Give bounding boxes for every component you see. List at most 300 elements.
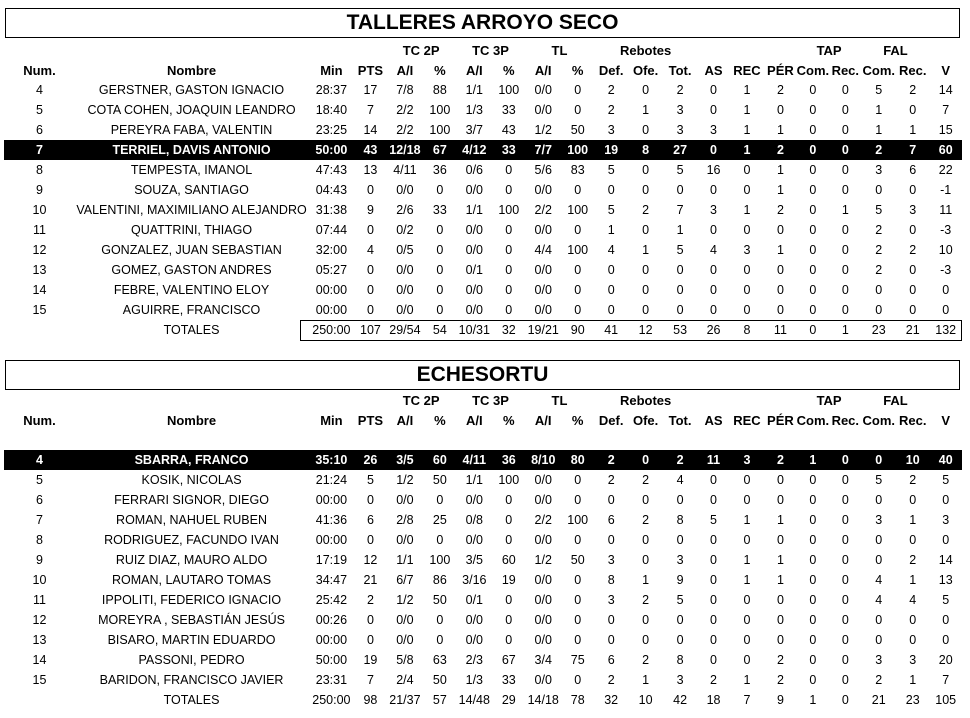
cell-reb-ofe: 0 [642, 263, 650, 277]
total-as: 18 [706, 693, 721, 707]
table-row [4, 180, 962, 200]
cell-per: 0 [776, 473, 784, 487]
cell-tl-ai: 0/0 [534, 283, 552, 297]
cell-tc3p-ai: 3/7 [465, 123, 484, 137]
cell-tap-rec: 0 [841, 533, 849, 547]
cell-tc3p-pct: 0 [505, 633, 513, 647]
column-header-nombre: Nombre [166, 62, 217, 78]
cell-reb-tot: 3 [676, 103, 684, 117]
cell-pts: 43 [355, 140, 386, 160]
cell-rec: 1 [743, 123, 751, 137]
cell-tc3p-pct: 100 [498, 203, 520, 217]
cell-tap-com: 0 [809, 613, 817, 627]
cell-num: 5 [36, 473, 43, 487]
cell-pts: 5 [366, 473, 374, 487]
cell-min: 50:00 [308, 140, 355, 160]
cell-tap-rec: 0 [841, 553, 849, 567]
column-header-min: Min [320, 62, 343, 78]
cell-tap-rec: 0 [841, 83, 849, 97]
cell-pts: 7 [366, 103, 374, 117]
column-header-tc2p-pct: % [434, 412, 446, 428]
cell-fal-rec: 0 [909, 183, 917, 197]
total-pts: 98 [363, 693, 378, 707]
cell-as: 0 [710, 263, 717, 277]
total-tc3p-pct: 32 [501, 323, 516, 337]
total-tc3p-ai: 10/31 [458, 323, 490, 337]
cell-v: 0 [942, 493, 950, 507]
cell-rec: 0 [743, 473, 751, 487]
cell-tc2p-ai: 0/0 [396, 303, 414, 317]
cell-per: 1 [776, 573, 784, 587]
total-tc2p-pct: 54 [432, 323, 447, 337]
cell-rec: 1 [743, 553, 751, 567]
cell-fal-com: 4 [875, 593, 883, 607]
cell-tc3p-pct: 0 [505, 263, 513, 277]
cell-pts: 0 [366, 533, 374, 547]
cell-tl-pct: 0 [574, 263, 582, 277]
team-title-talleres: TALLERES ARROYO SECO [5, 8, 960, 38]
column-header-reb-def: Def. [598, 412, 624, 428]
cell-min: 00:00 [315, 533, 348, 547]
cell-as: 3 [710, 123, 717, 137]
cell-tap-rec: 0 [841, 673, 849, 687]
cell-tc2p-ai: 2/4 [396, 673, 414, 687]
total-fal-rec: 23 [905, 693, 920, 707]
cell-tc2p-pct: 33 [432, 203, 447, 217]
cell-pts: 0 [366, 613, 374, 627]
total-tc3p-ai: 14/48 [458, 693, 490, 707]
cell-reb-ofe: 1 [642, 673, 650, 687]
cell-tc3p-ai: 0/0 [465, 533, 484, 547]
cell-tc3p-ai: 0/0 [465, 243, 484, 257]
cell-num: 9 [36, 553, 43, 567]
cell-tl-pct: 75 [570, 653, 585, 667]
cell-rec: 0 [743, 653, 751, 667]
cell-reb-ofe: 0 [642, 553, 650, 567]
cell-reb-tot: 0 [676, 183, 684, 197]
cell-fal-com: 1 [875, 103, 883, 117]
cell-reb-def: 8 [607, 573, 615, 587]
cell-tl-pct: 0 [574, 673, 582, 687]
cell-tl-pct: 50 [570, 123, 585, 137]
group-header-tl: TL [551, 392, 568, 408]
cell-rec: 0 [743, 263, 751, 277]
group-header-tc2p: TC 2P [402, 42, 440, 58]
cell-fal-com: 0 [875, 553, 883, 567]
cell-per: 2 [776, 653, 784, 667]
cell-fal-rec: 2 [909, 473, 917, 487]
cell-min: 00:26 [315, 613, 348, 627]
table-row [4, 610, 962, 630]
cell-reb-def: 19 [594, 140, 628, 160]
cell-reb-def: 2 [607, 673, 615, 687]
table-row [4, 670, 962, 690]
cell-min: 18:40 [315, 103, 348, 117]
cell-tc3p-ai: 1/1 [465, 83, 484, 97]
cell-rec: 0 [743, 163, 751, 177]
cell-tl-ai: 0/0 [534, 533, 552, 547]
total-v: 105 [935, 693, 957, 707]
cell-v: 7 [942, 673, 950, 687]
group-header-rebotes: Rebotes [619, 392, 672, 408]
cell-reb-tot: 0 [676, 493, 684, 507]
cell-tl-pct: 80 [561, 450, 593, 470]
column-header-tl-ai: A/I [534, 62, 552, 78]
boxscore-table-echesortu [4, 390, 962, 710]
cell-reb-ofe: 2 [642, 653, 650, 667]
cell-reb-def: 0 [607, 493, 615, 507]
cell-tc2p-pct: 0 [436, 283, 444, 297]
cell-tap-com: 0 [809, 83, 817, 97]
cell-tap-rec: 0 [841, 573, 849, 587]
column-header-v: V [941, 62, 951, 78]
cell-nombre: MOREYRA , SEBASTIÁN JESÚS [98, 613, 285, 627]
cell-fal-com: 2 [862, 140, 896, 160]
cell-per: 1 [776, 163, 784, 177]
cell-tl-ai: 0/0 [534, 263, 552, 277]
cell-tl-pct: 100 [567, 203, 589, 217]
cell-reb-tot: 7 [676, 203, 684, 217]
cell-tc2p-pct: 36 [432, 163, 447, 177]
cell-min: 04:43 [315, 183, 348, 197]
cell-fal-rec: 0 [909, 263, 917, 277]
cell-reb-ofe: 1 [642, 103, 650, 117]
cell-reb-tot: 4 [676, 473, 684, 487]
cell-as: 11 [697, 450, 729, 470]
cell-rec: 0 [743, 633, 751, 647]
cell-tc2p-pct: 63 [432, 653, 447, 667]
cell-v: 0 [942, 533, 950, 547]
cell-reb-def: 0 [607, 613, 615, 627]
cell-tap-rec: 0 [841, 493, 849, 507]
cell-tc2p-ai: 0/0 [396, 533, 414, 547]
cell-tc2p-pct: 50 [432, 673, 447, 687]
cell-tap-com: 0 [809, 653, 817, 667]
column-header-pts: PTS [357, 412, 384, 428]
cell-min: 25:42 [315, 593, 348, 607]
cell-nombre: FERRARI SIGNOR, DIEGO [114, 493, 269, 507]
cell-reb-ofe: 0 [642, 83, 650, 97]
cell-tap-com: 0 [809, 283, 817, 297]
cell-reb-def: 6 [607, 513, 615, 527]
cell-tl-pct: 0 [574, 613, 582, 627]
cell-tc3p-pct: 0 [505, 513, 513, 527]
cell-reb-ofe: 0 [642, 533, 650, 547]
column-header-as: AS [704, 62, 723, 78]
total-reb-def: 41 [604, 323, 619, 337]
total-min: 250:00 [312, 323, 351, 337]
cell-tl-ai: 0/0 [534, 593, 552, 607]
cell-reb-tot: 5 [676, 243, 684, 257]
column-header-per: PÉR [767, 412, 794, 428]
cell-pts: 19 [363, 653, 378, 667]
cell-tc2p-ai: 1/2 [396, 473, 414, 487]
cell-tl-pct: 50 [570, 553, 585, 567]
cell-tap-rec: 0 [841, 223, 849, 237]
cell-rec: 0 [743, 183, 751, 197]
cell-v: 22 [938, 163, 953, 177]
cell-v: 0 [942, 283, 950, 297]
cell-num: 11 [32, 223, 46, 237]
group-header-tc3p: TC 3P [472, 392, 509, 408]
cell-min: 23:25 [315, 123, 348, 137]
cell-reb-def: 2 [607, 103, 615, 117]
total-reb-def: 32 [604, 693, 619, 707]
column-header-fal-rec: Rec. [898, 62, 927, 78]
cell-tap-rec: 0 [841, 263, 849, 277]
cell-per: 0 [776, 493, 784, 507]
table-row-highlighted [4, 450, 962, 470]
group-header-tap: TAP [816, 392, 842, 408]
cell-rec: 3 [730, 450, 764, 470]
cell-tl-pct: 0 [574, 303, 582, 317]
cell-reb-ofe: 1 [642, 243, 650, 257]
cell-tc2p-pct: 60 [424, 450, 456, 470]
cell-pts: 0 [366, 303, 374, 317]
cell-tap-com: 0 [809, 303, 817, 317]
cell-tap-com: 0 [809, 183, 817, 197]
cell-tc2p-pct: 86 [432, 573, 447, 587]
cell-nombre: QUATTRINI, THIAGO [130, 223, 253, 237]
cell-nombre: BISARO, MARTIN EDUARDO [107, 633, 276, 647]
cell-tc3p-pct: 0 [505, 303, 513, 317]
group-header-tc2p: TC 2P [402, 392, 440, 408]
team-title-echesortu: ECHESORTU [5, 360, 960, 390]
cell-tc2p-pct: 50 [432, 593, 447, 607]
cell-num: 7 [4, 140, 75, 160]
column-header-fal-com: Com. [862, 62, 895, 78]
table-row [4, 280, 962, 300]
cell-num: 15 [32, 303, 47, 317]
table-row-highlighted [4, 140, 962, 160]
cell-tap-com: 0 [809, 263, 817, 277]
cell-fal-rec: 4 [909, 593, 917, 607]
cell-reb-def: 0 [607, 283, 615, 297]
cell-nombre: GONZALEZ, JUAN SEBASTIAN [101, 243, 282, 257]
totals-row [4, 690, 962, 710]
cell-fal-rec: 0 [909, 633, 917, 647]
total-tap-com: 0 [809, 323, 817, 337]
cell-reb-tot: 5 [676, 163, 684, 177]
total-tl-ai: 19/21 [527, 323, 559, 337]
cell-num: 8 [36, 163, 43, 177]
total-reb-ofe: 10 [638, 693, 653, 707]
cell-tap-com: 0 [809, 103, 817, 117]
cell-nombre: ROMAN, LAUTARO TOMAS [111, 573, 272, 587]
column-header-fal-rec: Rec. [898, 412, 927, 428]
cell-tc3p-ai: 3/5 [465, 553, 484, 567]
cell-v: 5 [942, 473, 950, 487]
cell-reb-tot: 8 [676, 513, 684, 527]
cell-tl-ai: 0/0 [534, 633, 552, 647]
cell-as: 0 [710, 573, 717, 587]
cell-reb-tot: 3 [676, 673, 684, 687]
cell-v: 0 [942, 633, 950, 647]
cell-tc3p-ai: 1/3 [465, 103, 484, 117]
cell-reb-ofe: 1 [642, 573, 650, 587]
cell-v: 10 [938, 243, 953, 257]
cell-reb-tot: 0 [676, 303, 684, 317]
cell-pts: 7 [366, 673, 374, 687]
cell-reb-tot: 0 [676, 633, 684, 647]
cell-v: 3 [942, 513, 950, 527]
cell-tc2p-pct: 100 [429, 123, 451, 137]
cell-rec: 1 [730, 140, 764, 160]
cell-num: 4 [4, 450, 75, 470]
total-v: 132 [935, 323, 957, 337]
cell-tc2p-ai: 0/0 [396, 283, 414, 297]
cell-tap-rec: 0 [829, 450, 861, 470]
cell-tc2p-pct: 0 [436, 243, 444, 257]
cell-tl-ai: 0/0 [534, 473, 552, 487]
cell-rec: 0 [743, 493, 751, 507]
cell-fal-com: 4 [875, 573, 883, 587]
cell-rec: 3 [743, 243, 751, 257]
cell-tl-pct: 0 [574, 633, 582, 647]
cell-fal-rec: 3 [909, 203, 917, 217]
cell-tl-ai: 0/0 [534, 223, 552, 237]
cell-tl-ai: 0/0 [534, 613, 552, 627]
cell-fal-rec: 0 [909, 303, 917, 317]
cell-tc2p-ai: 6/7 [396, 573, 414, 587]
cell-tl-pct: 0 [574, 473, 582, 487]
cell-per: 0 [776, 263, 784, 277]
cell-tl-pct: 0 [574, 493, 582, 507]
cell-tl-ai: 2/2 [534, 203, 552, 217]
cell-fal-rec: 0 [909, 533, 917, 547]
column-header-reb-ofe: Ofe. [632, 62, 659, 78]
cell-rec: 1 [743, 513, 751, 527]
cell-tl-pct: 0 [574, 573, 582, 587]
cell-reb-ofe: 0 [642, 613, 650, 627]
cell-min: 41:36 [315, 513, 348, 527]
cell-tc2p-ai: 0/0 [396, 613, 414, 627]
cell-per: 0 [776, 283, 784, 297]
cell-reb-def: 0 [607, 263, 615, 277]
cell-fal-com: 0 [875, 303, 883, 317]
cell-reb-tot: 0 [676, 263, 684, 277]
cell-fal-rec: 0 [909, 223, 917, 237]
cell-reb-tot: 9 [676, 573, 684, 587]
total-rec: 7 [743, 693, 751, 707]
column-header-tc3p-pct: % [503, 412, 515, 428]
cell-tl-ai: 2/2 [534, 513, 552, 527]
total-tl-pct: 78 [570, 693, 585, 707]
cell-nombre: COTA COHEN, JOAQUIN LEANDRO [87, 103, 296, 117]
cell-min: 00:00 [315, 493, 348, 507]
total-fal-com: 23 [871, 323, 886, 337]
cell-tc2p-ai: 1/1 [396, 553, 414, 567]
cell-reb-ofe: 2 [642, 593, 650, 607]
cell-min: 21:24 [315, 473, 348, 487]
cell-reb-def: 4 [607, 243, 615, 257]
cell-v: 7 [942, 103, 950, 117]
cell-fal-com: 3 [875, 163, 883, 177]
cell-tc3p-ai: 0/8 [465, 513, 484, 527]
column-header-nombre: Nombre [166, 412, 217, 428]
cell-tl-pct: 0 [574, 223, 582, 237]
cell-as: 0 [710, 533, 717, 547]
cell-pts: 4 [366, 243, 374, 257]
table-row [4, 490, 962, 510]
group-header-tc3p: TC 3P [472, 42, 509, 58]
cell-reb-ofe: 0 [642, 303, 650, 317]
cell-v: 5 [942, 593, 950, 607]
cell-fal-rec: 0 [909, 283, 917, 297]
cell-nombre: IPPOLITI, FEDERICO IGNACIO [101, 593, 282, 607]
cell-tl-pct: 83 [570, 163, 585, 177]
cell-tc2p-pct: 25 [432, 513, 447, 527]
column-header-tap-com: Com. [796, 62, 830, 78]
cell-v: 60 [929, 140, 962, 160]
cell-tc3p-ai: 0/0 [465, 283, 484, 297]
cell-num: 14 [32, 653, 47, 667]
cell-v: 0 [942, 303, 950, 317]
cell-fal-rec: 2 [909, 243, 917, 257]
cell-tap-rec: 0 [841, 183, 849, 197]
cell-tc3p-pct: 33 [493, 140, 525, 160]
cell-reb-def: 6 [607, 653, 615, 667]
total-per: 9 [776, 693, 784, 707]
cell-as: 0 [710, 493, 717, 507]
cell-tc2p-ai: 5/8 [396, 653, 414, 667]
cell-tc2p-ai: 0/0 [396, 263, 414, 277]
cell-per: 0 [776, 633, 784, 647]
cell-tc2p-ai: 2/2 [396, 103, 414, 117]
cell-tc2p-ai: 2/8 [396, 513, 414, 527]
cell-reb-tot: 0 [676, 533, 684, 547]
cell-reb-tot: 1 [676, 223, 684, 237]
cell-num: 14 [32, 283, 47, 297]
column-header-tap-rec: Rec. [831, 412, 860, 428]
total-min: 250:00 [312, 693, 351, 707]
cell-tc2p-ai: 7/8 [396, 83, 414, 97]
cell-per: 2 [764, 450, 796, 470]
cell-tc3p-pct: 0 [505, 593, 513, 607]
cell-per: 0 [776, 593, 784, 607]
cell-tc3p-pct: 36 [493, 450, 525, 470]
group-header-rebotes: Rebotes [619, 42, 672, 58]
cell-reb-ofe: 0 [642, 283, 650, 297]
cell-tc3p-pct: 60 [501, 553, 516, 567]
cell-tl-ai: 0/0 [534, 103, 552, 117]
cell-fal-com: 2 [875, 223, 883, 237]
cell-num: 10 [32, 573, 47, 587]
cell-tap-rec: 0 [841, 283, 849, 297]
cell-min: 50:00 [315, 653, 348, 667]
cell-fal-rec: 0 [909, 103, 917, 117]
table-row [4, 220, 962, 240]
total-reb-ofe: 12 [638, 323, 653, 337]
column-header-num: Num. [23, 62, 56, 78]
cell-tl-pct: 100 [567, 513, 589, 527]
cell-as: 5 [710, 513, 717, 527]
cell-tc2p-ai: 1/2 [396, 593, 414, 607]
cell-tc2p-pct: 100 [429, 553, 451, 567]
cell-fal-rec: 2 [909, 553, 917, 567]
cell-num: 9 [36, 183, 43, 197]
cell-fal-com: 5 [875, 203, 883, 217]
cell-tc2p-ai: 12/18 [386, 140, 424, 160]
cell-reb-ofe: 0 [642, 493, 650, 507]
cell-pts: 0 [366, 223, 374, 237]
cell-tap-rec: 0 [841, 243, 849, 257]
cell-nombre: GOMEZ, GASTON ANDRES [111, 263, 272, 277]
cell-v: 20 [938, 653, 953, 667]
cell-pts: 14 [363, 123, 378, 137]
cell-reb-ofe: 0 [642, 123, 650, 137]
cell-nombre: ROMAN, NAHUEL RUBEN [116, 513, 267, 527]
